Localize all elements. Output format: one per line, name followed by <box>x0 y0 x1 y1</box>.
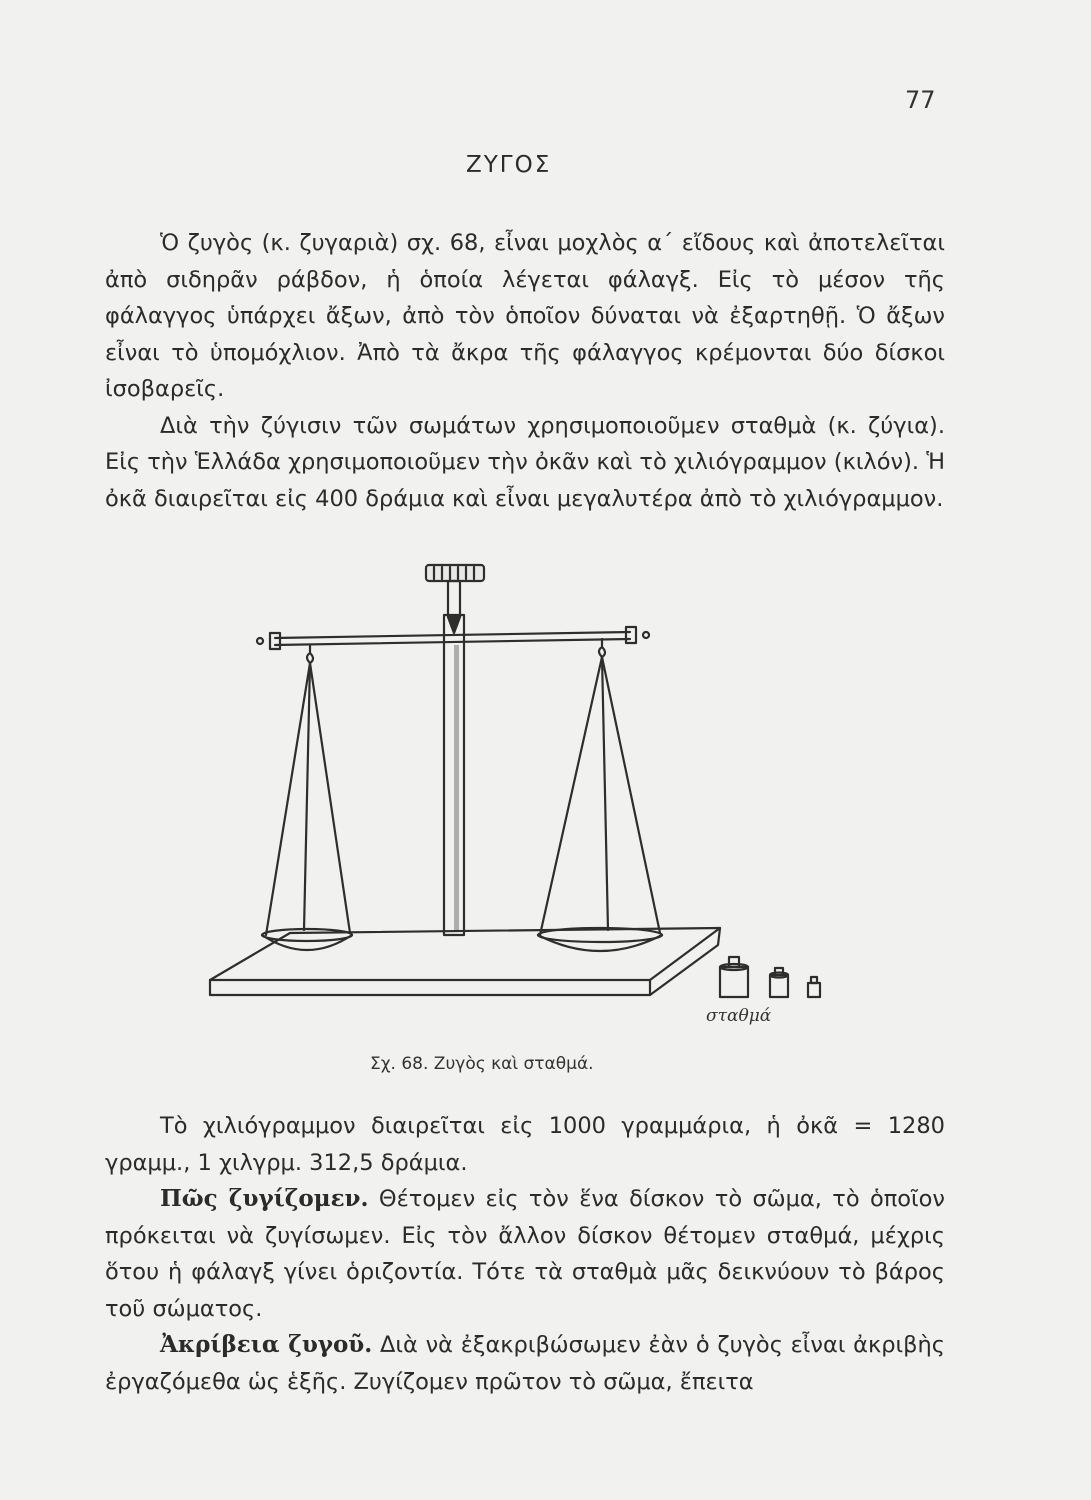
scale-beam <box>275 632 630 638</box>
weight-medium <box>770 968 788 997</box>
weights-label: σταθμά <box>706 1006 772 1026</box>
left-pan <box>262 929 352 941</box>
weight-small <box>808 977 820 997</box>
weight-large <box>720 957 748 997</box>
paragraph-weighing <box>105 1181 945 1327</box>
figure-caption: Σχ. 68. Ζυγὸς καὶ σταθμά. <box>370 1054 594 1074</box>
accuracy-heading: Ἀκρίβεια ζυγοῦ. <box>160 1331 373 1358</box>
balance-scale-figure <box>190 555 850 1035</box>
scale-base <box>210 928 720 995</box>
page-number: 77 <box>905 86 936 114</box>
balance-scale-illustration <box>190 555 850 1035</box>
paragraph-units: Διὰ τὴν ζύγισιν τῶν σωμάτων χρησιμοποιοῦμεν σταθμὰ (κ. ζύγια). Εἰς τὴν Ἑλλάδα χρησιμοποιοῦμεν τὴν ὀκᾶν καὶ τὸ χιλιόγραμμον (κιλόν). Ἡ ὀκᾶ διαιρεῖται εἰς 400 δράμια καὶ εἶναι μεγαλυτέρα ἀπὸ τὸ χιλιόγραμμον. <box>105 412 945 512</box>
weighing-text: Θέτομεν εἰς τὸν ἕνα δίσκον τὸ σῶμα, τὸ ὁποῖον πρόκειται νὰ ζυγίσωμεν. Εἰς τὸν ἄλλον δίσκον θέτομεν σταθμά, μέχρις ὅτου ἡ φάλαγξ γίνει ὁριζοντία. Τότε τὰ σταθμὰ μᾶς δεικνύουν τὸ βάρος τοῦ σώματος. <box>105 1186 946 1322</box>
accuracy-text: Διὰ νὰ ἐξακριβώσωμεν ἐὰν ὁ ζυγὸς εἶναι ἀκριβὴς ἐργαζόμεθα ὡς ἑξῆς. Ζυγίζομεν πρῶτον τὸ σῶμα, ἔπειτα <box>105 1332 945 1395</box>
section-title: ΖΥΓΟΣ <box>466 152 552 178</box>
intro-text <box>105 225 945 517</box>
lower-text <box>105 1108 945 1400</box>
paragraph-accuracy <box>105 1327 945 1400</box>
paragraph-conversion: Τὸ χιλιόγραμμον διαιρεῖται εἰς 1000 γραμμάρια, ἡ ὀκᾶ = 1280 γραμμ., 1 χιλγρμ. 312,5 δράμια. <box>105 1113 945 1176</box>
paragraph-definition: Ὁ ζυγὸς (κ. ζυγαριὰ) σχ. 68, εἶναι μοχλὸς α΄ εἴδους καὶ ἀποτελεῖται ἀπὸ σιδηρᾶν ράβδον, ἡ ὁποία λέγεται φάλαγξ. Εἰς τὸ μέσον τῆς φάλαγγος ὑπάρχει ἄξων, ἀπὸ τὸν ὁποῖον δύναται νὰ ἐξαρτηθῇ. Ὁ ἄξων εἶναι τὸ ὑπομόχλιον. Ἀπὸ τὰ ἄκρα τῆς φάλαγγος κρέμονται δύο δίσκοι ἰσοβαρεῖς. <box>105 230 945 402</box>
weighing-heading: Πῶς ζυγίζομεν. <box>160 1185 369 1212</box>
